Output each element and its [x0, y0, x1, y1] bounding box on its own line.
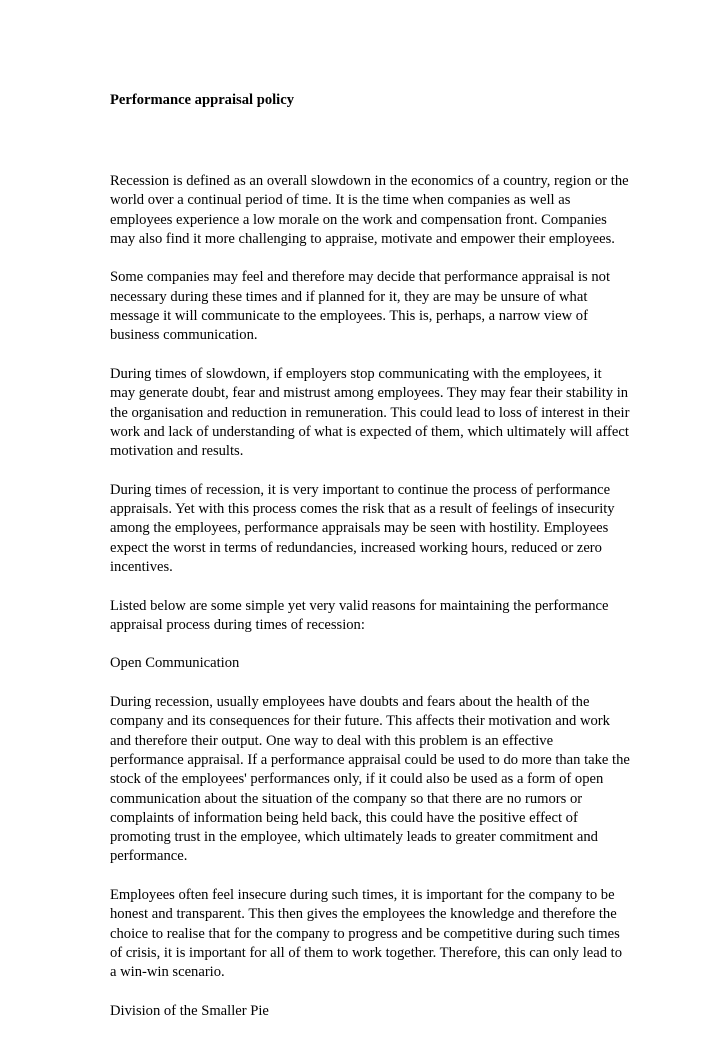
document-page	[110, 91, 630, 1040]
section-heading-smaller-pie: Division of the Smaller Pie	[110, 1002, 269, 1019]
paragraph-companies-may-feel: Some companies may feel and therefore may decide that performance appraisal is not necessary during these times and if planned for it, they are may be unsure of what message it will communicate to the employees. This is, perhaps, a narrow view of business communication.	[110, 269, 611, 344]
document-title: Performance appraisal policy	[110, 92, 295, 108]
paragraph-listed-reasons: Listed below are some simple yet very valid reasons for maintaining the performance appraisal process during times of recession:	[110, 597, 609, 633]
section-heading-open-communication: Open Communication	[110, 655, 240, 672]
document-body	[110, 172, 630, 1021]
paragraph-open-communication-2: Employees often feel insecure during such times, it is important for the company to be honest and transparent. This then gives the employees the knowledge and therefore the choice to realise that for the company to progress and be competitive during such times of crisis, it is important for all of them to work together. Therefore, this can only lead to a win-win scenario.	[110, 886, 623, 981]
paragraph-slowdown: During times of slowdown, if employers stop communicating with the employees, it may generate doubt, fear and mistrust among employees. They may fear their stability in the organisation and reduction in remuneration. This could lead to loss of interest in their work and lack of understanding of what is expected of them, which ultimately will affect motivation and results.	[110, 365, 630, 460]
paragraph-recession-definition: Recession is defined as an overall slowdown in the economics of a country, region or the world over a continual period of time. It is the time when companies as well as employees experience a low morale on the work and compensation front. Companies may also find it more challenging to appraise, motivate and empower their employees.	[110, 173, 629, 247]
paragraph-times-of-recession: During times of recession, it is very important to continue the process of performance appraisals. Yet with this process comes the risk that as a result of feelings of insecurity among the employees, performance appraisals may be seen with hostility. Employees expect the worst in terms of redundancies, increased working hours, reduced or zero incentives.	[110, 481, 615, 575]
paragraph-open-communication-1: During recession, usually employees have doubts and fears about the health of the company and its consequences for their future. This affects their motivation and work and therefore their output. One way to deal with this problem is an effective performance appraisal. If a performance appraisal could be used to do more than take the stock of the employees' performances only, if it could also be used as a form of open communication about the situation of the company so that there are no rumors or complaints of information being held back, this could have the positive effect of promoting trust in the employee, which ultimately leads to greater commitment and performance.	[110, 694, 630, 865]
